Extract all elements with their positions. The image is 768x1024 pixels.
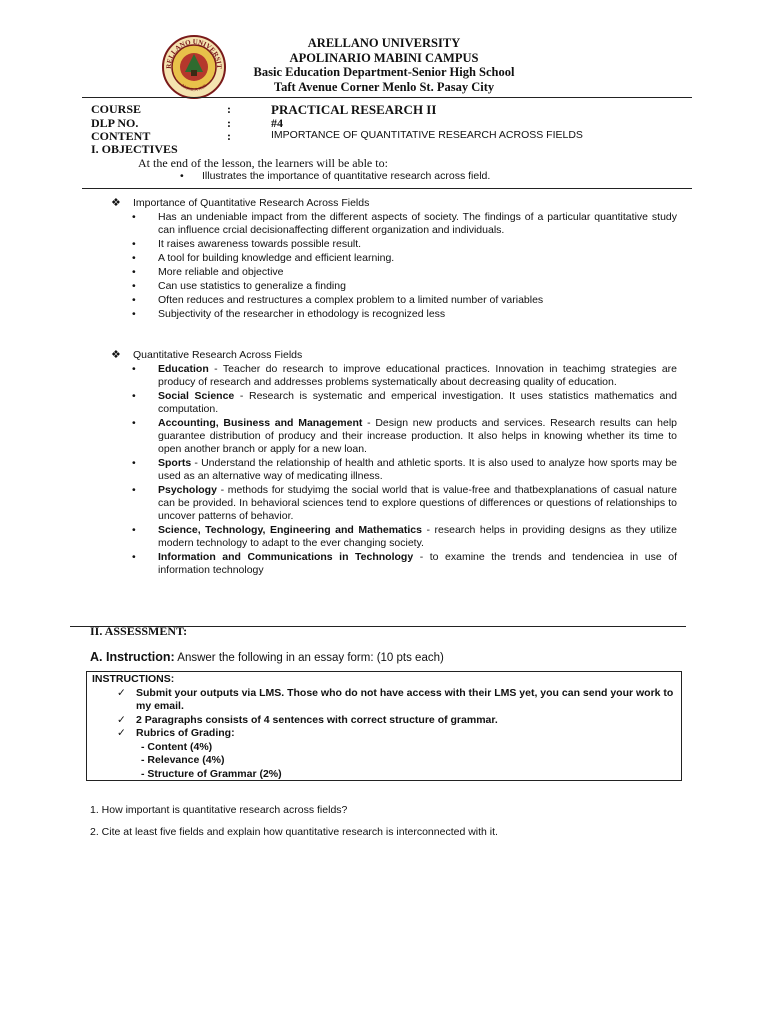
- bullet-icon: •: [180, 170, 184, 182]
- importance-heading: [111, 197, 677, 211]
- importance-item-text: Has an undeniable impact from the different aspects of society. The findings of a particular quantitative study can influence crcial decisionaffecting different organization and individuals.: [158, 211, 677, 236]
- importance-list: [111, 211, 677, 321]
- rubric-item: - Relevance (4%): [141, 754, 225, 766]
- instruction-text: Answer the following in an essay form: (10 pts each): [174, 652, 444, 664]
- field-item: [111, 417, 677, 456]
- logo-text: RELLANO UNIVERSIT: [164, 37, 224, 69]
- objective-item: [180, 170, 490, 182]
- question-1: 1. How important is quantitative research across fields?: [90, 804, 348, 816]
- instruction-item-text: Submit your outputs via LMS. Those who do not have access with their LMS yet, you can send your work to my email.: [136, 686, 674, 712]
- bullet-icon: •: [132, 524, 136, 536]
- importance-item: [111, 280, 677, 293]
- field-description: - Understand the relationship of health and athletic sports. It is also used to analyze how sports may be used as an alternative way of medicating illness.: [158, 457, 677, 482]
- objectives-intro: At the end of the lesson, the learners will be able to:: [138, 156, 388, 170]
- instruction-line: [90, 650, 444, 664]
- checkmark-icon: ✓: [117, 686, 126, 699]
- importance-item: [111, 294, 677, 307]
- importance-item: [111, 211, 677, 237]
- importance-item: [111, 266, 677, 279]
- fields-list: [111, 363, 677, 577]
- content-separator: :: [227, 129, 231, 143]
- course-separator: :: [227, 102, 231, 116]
- field-description: - Design new products and services. Research results can help guarantee distribution of producy and their increase production. It also helps in knowing whether its time to open another branch or apply for a new loan.: [158, 417, 677, 455]
- instruction-item: [92, 687, 676, 714]
- field-term: Education: [158, 363, 209, 375]
- content-label: CONTENT: [91, 129, 151, 143]
- rubric-item: - Content (4%): [141, 740, 213, 753]
- checkmark-icon: ✓: [117, 727, 126, 739]
- instruction-label: A. Instruction:: [90, 650, 175, 664]
- bullet-icon: •: [132, 280, 136, 292]
- bullet-icon: •: [132, 266, 136, 278]
- field-description: - methods for studyimg the social world that is value-free and thatbexplanations of casual nature can be provided. In behavioral sciences tend to explore questions of differences or questions of relationships to uncover patterns of behavior.: [158, 484, 677, 522]
- bullet-icon: •: [132, 238, 136, 250]
- bullet-icon: •: [132, 417, 136, 429]
- field-item: [111, 457, 677, 483]
- objectives-heading: I. OBJECTIVES: [91, 142, 178, 156]
- question-2: 2. Cite at least five fields and explain how quantitative research is interconnected with it.: [90, 826, 498, 838]
- school-address: Taft Avenue Corner Menlo St. Pasay City: [273, 79, 495, 94]
- instruction-item-text: Rubrics of Grading:: [136, 727, 235, 739]
- field-item: [111, 484, 677, 523]
- importance-item-text: Often reduces and restructures a complex problem to a limited number of variables: [158, 294, 544, 306]
- field-item: [111, 551, 677, 577]
- field-term: Information and Communications in Technology: [158, 551, 414, 563]
- content-value: IMPORTANCE OF QUANTITATIVE RESEARCH ACROSS FIELDS: [271, 129, 583, 141]
- importance-item-text: Subjectivity of the researcher in ethodology is recognized less: [158, 308, 446, 320]
- header-divider: [82, 97, 692, 98]
- checkmark-icon: ✓: [117, 713, 126, 726]
- diamond-bullet-icon: ❖: [111, 197, 121, 209]
- campus-name: APOLINARIO MABINI CAMPUS: [289, 50, 479, 65]
- field-description: - research helps in providing designs as they utilize modern technology to adapt to the ever changing society.: [158, 524, 677, 549]
- importance-item: [111, 238, 677, 251]
- instruction-item-text: 2 Paragraphs consists of 4 sentences with correct structure of grammar.: [136, 713, 498, 726]
- field-item: [111, 363, 677, 389]
- importance-item-text: A tool for building knowledge and efficient learning.: [158, 252, 395, 264]
- dlp-value: #4: [271, 115, 283, 130]
- importance-item: [111, 252, 677, 265]
- importance-item-text: More reliable and objective: [158, 266, 284, 278]
- university-name: ARELLANO UNIVERSITY: [307, 36, 461, 50]
- bullet-icon: •: [132, 308, 136, 320]
- instruction-item: [92, 714, 676, 728]
- bullet-icon: •: [132, 252, 136, 264]
- objectives-divider: [82, 188, 692, 189]
- fields-section: [111, 349, 677, 578]
- logo-year: MANILA 1938: [180, 82, 208, 93]
- course-label: COURSE: [91, 102, 142, 116]
- field-term: Sports: [158, 457, 192, 469]
- instructions-title: INSTRUCTIONS:: [92, 673, 175, 685]
- bullet-icon: •: [132, 390, 136, 402]
- field-item: [111, 390, 677, 416]
- dlp-separator: :: [227, 115, 231, 130]
- importance-item-text: It raises awareness towards possible result.: [158, 238, 362, 250]
- fields-heading-text: Quantitative Research Across Fields: [133, 349, 303, 361]
- field-term: Psychology: [158, 484, 217, 496]
- assessment-heading: II. ASSESSMENT:: [90, 624, 188, 638]
- field-description: - to examine the trends and tendenciea in use of information technology: [158, 551, 677, 576]
- department-name: Basic Education Department-Senior High School: [253, 65, 515, 79]
- field-description: - Teacher do research to improve educational practices. Innovation in teachimg strategies are producy of research and addresses problems systematically about decreasing quality of education.: [158, 363, 677, 388]
- bullet-icon: •: [132, 363, 136, 375]
- field-term: Accounting, Business and Management: [158, 417, 363, 429]
- school-header: [200, 36, 568, 94]
- field-term: Social Science: [158, 390, 235, 402]
- importance-item-text: Can use statistics to generalize a finding: [158, 280, 346, 292]
- importance-item: [111, 308, 677, 321]
- importance-heading-text: Importance of Quantitative Research Across Fields: [133, 197, 370, 209]
- dlp-label: DLP NO.: [91, 115, 139, 130]
- bullet-icon: •: [132, 211, 136, 223]
- objective-text: Illustrates the importance of quantitative research across field.: [202, 170, 491, 182]
- diamond-bullet-icon: ❖: [111, 349, 121, 361]
- bullet-icon: •: [132, 551, 136, 563]
- bullet-icon: •: [132, 294, 136, 306]
- course-value: PRACTICAL RESEARCH II: [271, 102, 437, 117]
- fields-heading: [111, 349, 677, 363]
- importance-section: [111, 197, 677, 322]
- instructions-box: [86, 671, 682, 781]
- field-description: - Research is systematic and emperical investigation. It uses statistics mathematics and computation.: [158, 390, 677, 415]
- instruction-item: [92, 727, 676, 741]
- rubric-item: - Structure of Grammar (2%): [141, 767, 282, 780]
- bullet-icon: •: [132, 457, 136, 469]
- field-item: [111, 524, 677, 550]
- bullet-icon: •: [132, 484, 136, 496]
- field-term: Science, Technology, Engineering and Mathematics: [158, 524, 422, 536]
